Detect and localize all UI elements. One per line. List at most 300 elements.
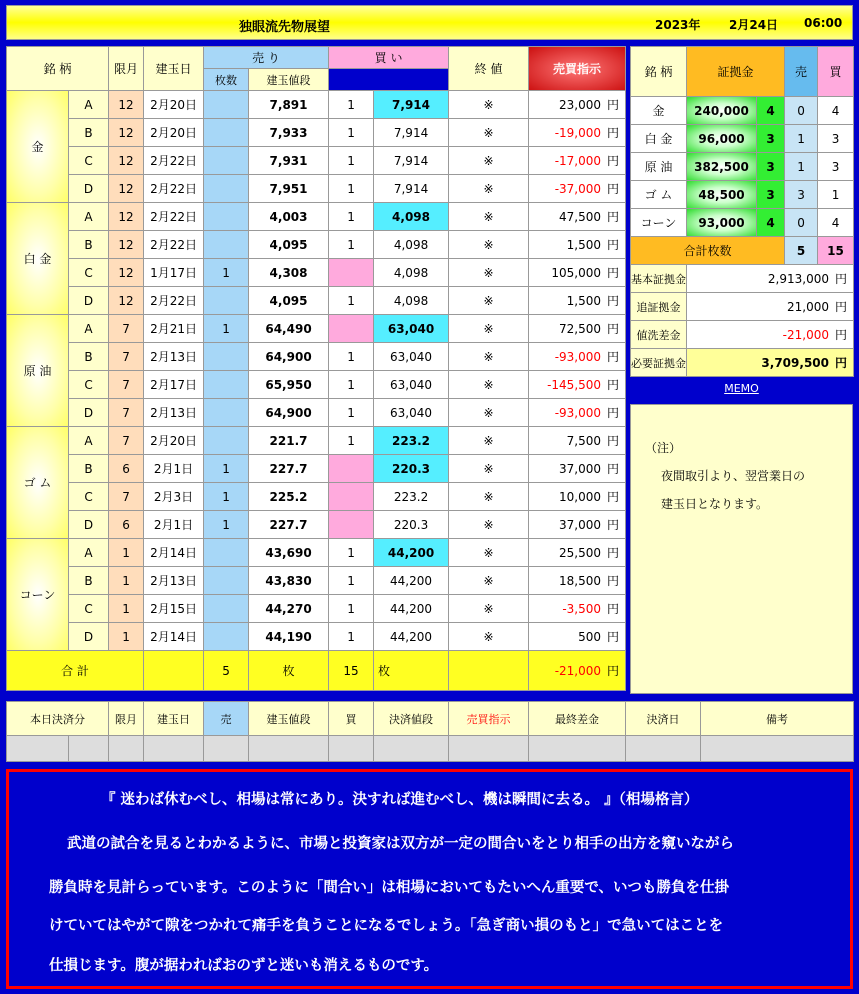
sell-qty <box>204 539 249 567</box>
sell-qty <box>204 595 249 623</box>
memo-line-3: 建玉日となります。 <box>661 497 769 511</box>
open-price: 64,900 <box>249 343 329 371</box>
open-price: 44,270 <box>249 595 329 623</box>
close-price: 4,098 <box>374 287 449 315</box>
time-label: 06:00 <box>804 16 843 30</box>
quote-line-3: 勝負時を見計らっています。このように「間合い」は相場においてもたいへん重要で、いつも勝負を仕掛 <box>49 880 730 896</box>
margin-sell: 3 <box>785 181 818 209</box>
position-letter: D <box>69 623 109 651</box>
sell-qty <box>204 343 249 371</box>
settlement-cell[interactable] <box>69 736 109 762</box>
close-price: 7,914 <box>374 175 449 203</box>
total-buy-qty: 15 <box>329 651 374 691</box>
open-date: 2月22日 <box>144 231 204 259</box>
position-letter: B <box>69 455 109 483</box>
profit-loss <box>529 315 626 343</box>
yen-unit: 円 <box>607 434 620 448</box>
profit-loss-value: -37,000 <box>554 182 602 196</box>
position-row <box>7 231 626 259</box>
sell-qty <box>204 567 249 595</box>
signal-mark: ※ <box>449 539 529 567</box>
signal-mark: ※ <box>449 147 529 175</box>
buy-qty <box>329 315 374 343</box>
close-price: 4,098 <box>374 259 449 287</box>
profit-loss <box>529 539 626 567</box>
settlement-header: 売 <box>204 702 249 736</box>
quote-line-1: 『 迷わば休むべし、相場は常にあり。決すれば進むべし、機は瞬間に去る。 』（相場格言） <box>101 792 699 808</box>
close-price: 7,914 <box>374 147 449 175</box>
profit-loss-value: -93,000 <box>554 350 602 364</box>
summary-row <box>631 265 854 293</box>
contract-month: 1 <box>109 567 144 595</box>
open-date: 2月13日 <box>144 343 204 371</box>
memo-link[interactable]: MEMO <box>630 378 853 400</box>
margin-row <box>631 181 854 209</box>
memo-panel <box>630 404 853 694</box>
commodity-name: 白 金 <box>7 203 69 315</box>
yen-unit: 円 <box>607 294 620 308</box>
summary-row <box>631 293 854 321</box>
header-open-date: 建玉日 <box>144 47 204 91</box>
yen-unit: 円 <box>607 238 620 252</box>
settlement-cell[interactable] <box>449 736 529 762</box>
close-price: 44,200 <box>374 567 449 595</box>
contract-month: 6 <box>109 455 144 483</box>
header-sell-qty: 枚数 <box>204 69 249 91</box>
margin-buy: 1 <box>818 181 854 209</box>
summary-label: 追証拠金 <box>631 293 687 321</box>
profit-loss-value: -145,500 <box>547 378 602 392</box>
settlement-cell[interactable] <box>144 736 204 762</box>
open-date: 2月15日 <box>144 595 204 623</box>
close-price: 7,914 <box>374 119 449 147</box>
settlement-cell[interactable] <box>701 736 854 762</box>
contract-month: 7 <box>109 399 144 427</box>
settlement-cell[interactable] <box>7 736 69 762</box>
contract-month: 12 <box>109 91 144 119</box>
sell-qty <box>204 371 249 399</box>
profit-loss-value: 23,000 <box>559 98 602 112</box>
position-row <box>7 539 626 567</box>
signal-mark: ※ <box>449 595 529 623</box>
settlement-header: 備考 <box>701 702 854 736</box>
sell-qty: 1 <box>204 483 249 511</box>
sell-qty <box>204 399 249 427</box>
settlement-header: 決済値段 <box>374 702 449 736</box>
sell-qty: 1 <box>204 511 249 539</box>
position-row <box>7 315 626 343</box>
sell-qty: 1 <box>204 455 249 483</box>
settlement-cell[interactable] <box>109 736 144 762</box>
sell-qty <box>204 287 249 315</box>
yen-unit: 円 <box>607 322 620 336</box>
position-letter: B <box>69 119 109 147</box>
contract-month: 1 <box>109 539 144 567</box>
title-bar <box>6 5 853 40</box>
buy-qty <box>329 455 374 483</box>
position-letter: D <box>69 175 109 203</box>
margin-commodity: 白 金 <box>631 125 687 153</box>
settlement-cell[interactable] <box>329 736 374 762</box>
buy-qty: 1 <box>329 91 374 119</box>
position-letter: A <box>69 203 109 231</box>
signal-mark: ※ <box>449 315 529 343</box>
position-row <box>7 343 626 371</box>
open-price: 43,690 <box>249 539 329 567</box>
quote-line-5: 仕損じます。腹が据わればおのずと迷いも消えるものです。 <box>49 958 439 974</box>
open-date: 2月20日 <box>144 91 204 119</box>
open-price: 4,095 <box>249 231 329 259</box>
sell-qty <box>204 119 249 147</box>
profit-loss <box>529 287 626 315</box>
sell-qty <box>204 91 249 119</box>
contract-month: 7 <box>109 343 144 371</box>
position-row <box>7 147 626 175</box>
position-row <box>7 455 626 483</box>
open-price: 7,933 <box>249 119 329 147</box>
margin-buy: 3 <box>818 153 854 181</box>
margin-amount: 240,000 <box>687 97 757 125</box>
margin-count: 4 <box>757 209 785 237</box>
margin-count: 3 <box>757 153 785 181</box>
yen-unit: 円 <box>607 154 620 168</box>
total-sell-qty: 5 <box>204 651 249 691</box>
total-sell-unit: 枚 <box>249 651 329 691</box>
header-signal: 売買指示 <box>529 47 626 91</box>
close-price: 63,040 <box>374 399 449 427</box>
profit-loss <box>529 371 626 399</box>
date-label: 2月24日 <box>729 18 779 32</box>
summary-row <box>631 349 854 377</box>
page-title: 独眼流先物展望 <box>239 20 331 35</box>
summary-value <box>687 349 854 377</box>
sell-qty <box>204 203 249 231</box>
header-month: 限月 <box>109 47 144 91</box>
yen-unit: 円 <box>607 630 620 644</box>
buy-qty: 1 <box>329 343 374 371</box>
contract-month: 1 <box>109 595 144 623</box>
margin-row <box>631 125 854 153</box>
close-price: 7,914 <box>374 91 449 119</box>
memo-note: （注） <box>645 441 682 455</box>
yen-unit: 円 <box>607 664 620 678</box>
commodity-name: ゴ ム <box>7 427 69 539</box>
summary-value <box>687 293 854 321</box>
yen-unit: 円 <box>607 490 620 504</box>
signal-mark: ※ <box>449 511 529 539</box>
close-price: 63,040 <box>374 371 449 399</box>
close-price: 44,200 <box>374 539 449 567</box>
profit-loss-value: -17,000 <box>554 154 602 168</box>
profit-loss <box>529 567 626 595</box>
close-price: 223.2 <box>374 483 449 511</box>
summary-label: 値洗差金 <box>631 321 687 349</box>
profit-loss-value: -3,500 <box>562 602 602 616</box>
quote-line-2: 武道の試合を見るとわかるように、市場と投資家は双方が一定の間合いをとり相手の出方を窺いながら <box>67 836 734 852</box>
margin-amount: 93,000 <box>687 209 757 237</box>
position-letter: D <box>69 287 109 315</box>
contract-month: 12 <box>109 231 144 259</box>
quote-line-4: けていてはやがて隙をつかれて痛手を負うことになるでしょう。「急ぎ商い損のもと」で急いてはことを <box>49 918 724 934</box>
signal-mark: ※ <box>449 203 529 231</box>
profit-loss-value: 18,500 <box>559 574 602 588</box>
open-price: 44,190 <box>249 623 329 651</box>
profit-loss <box>529 119 626 147</box>
profit-loss-value: 105,000 <box>551 266 602 280</box>
position-letter: C <box>69 595 109 623</box>
summary-row <box>631 321 854 349</box>
margin-total-row <box>631 237 854 265</box>
position-letter: B <box>69 343 109 371</box>
profit-loss <box>529 511 626 539</box>
open-date: 2月14日 <box>144 539 204 567</box>
total-profit-loss <box>529 651 626 691</box>
open-date: 2月22日 <box>144 287 204 315</box>
buy-qty: 1 <box>329 567 374 595</box>
sell-qty <box>204 147 249 175</box>
position-row <box>7 483 626 511</box>
summary-value <box>687 321 854 349</box>
total-buy-unit: 枚 <box>374 651 449 691</box>
settlement-header: 限月 <box>109 702 144 736</box>
open-price: 227.7 <box>249 455 329 483</box>
yen-unit: 円 <box>607 378 620 392</box>
settlement-header: 売買指示 <box>449 702 529 736</box>
contract-month: 7 <box>109 483 144 511</box>
profit-loss <box>529 91 626 119</box>
profit-loss-value: 47,500 <box>559 210 602 224</box>
position-row <box>7 287 626 315</box>
commodity-name: コーン <box>7 539 69 651</box>
buy-qty: 1 <box>329 287 374 315</box>
margin-total-sell: 5 <box>785 237 818 265</box>
position-letter: C <box>69 371 109 399</box>
open-date: 2月14日 <box>144 623 204 651</box>
header-buy: 買 い <box>329 47 449 69</box>
profit-loss-value: 25,500 <box>559 546 602 560</box>
open-price: 225.2 <box>249 483 329 511</box>
position-row <box>7 259 626 287</box>
position-row <box>7 595 626 623</box>
buy-qty: 1 <box>329 427 374 455</box>
position-row <box>7 203 626 231</box>
contract-month: 1 <box>109 623 144 651</box>
signal-mark: ※ <box>449 427 529 455</box>
profit-loss <box>529 623 626 651</box>
open-price: 7,891 <box>249 91 329 119</box>
total-diff-value: -21,000 <box>554 664 602 678</box>
buy-qty <box>329 259 374 287</box>
summary-amount: -21,000 <box>782 328 829 342</box>
position-letter: D <box>69 399 109 427</box>
buy-qty: 1 <box>329 539 374 567</box>
margin-header-name: 銘 柄 <box>631 47 687 97</box>
close-price: 4,098 <box>374 231 449 259</box>
position-letter: B <box>69 567 109 595</box>
open-price: 4,308 <box>249 259 329 287</box>
margin-total-buy: 15 <box>818 237 854 265</box>
settlement-header: 本日決済分 <box>7 702 109 736</box>
signal-mark: ※ <box>449 567 529 595</box>
header-close: 終 値 <box>449 47 529 91</box>
positions-table <box>6 46 626 691</box>
open-price: 43,830 <box>249 567 329 595</box>
settlement-table <box>6 701 854 762</box>
settlement-cell[interactable] <box>204 736 249 762</box>
yen-unit: 円 <box>607 210 620 224</box>
profit-loss-value: 7,500 <box>566 434 602 448</box>
margin-commodity: 原 油 <box>631 153 687 181</box>
profit-loss <box>529 343 626 371</box>
position-letter: C <box>69 147 109 175</box>
contract-month: 7 <box>109 427 144 455</box>
open-date: 2月3日 <box>144 483 204 511</box>
open-price: 64,490 <box>249 315 329 343</box>
open-price: 7,931 <box>249 147 329 175</box>
open-date: 2月1日 <box>144 511 204 539</box>
settlement-cell[interactable] <box>249 736 329 762</box>
signal-mark: ※ <box>449 119 529 147</box>
position-letter: A <box>69 427 109 455</box>
contract-month: 12 <box>109 287 144 315</box>
profit-loss <box>529 203 626 231</box>
position-row <box>7 623 626 651</box>
summary-amount: 21,000 <box>787 300 829 314</box>
margin-amount: 382,500 <box>687 153 757 181</box>
margin-sell: 1 <box>785 125 818 153</box>
yen-unit: 円 <box>607 602 620 616</box>
yen-unit: 円 <box>607 462 620 476</box>
summary-amount: 3,709,500 <box>761 356 829 370</box>
margin-buy: 4 <box>818 97 854 125</box>
contract-month: 12 <box>109 203 144 231</box>
position-letter: D <box>69 511 109 539</box>
quote-panel <box>6 769 853 989</box>
buy-qty: 1 <box>329 595 374 623</box>
margin-count: 3 <box>757 181 785 209</box>
margin-amount: 48,500 <box>687 181 757 209</box>
margin-row <box>631 153 854 181</box>
close-price: 44,200 <box>374 595 449 623</box>
margin-amount: 96,000 <box>687 125 757 153</box>
signal-mark: ※ <box>449 259 529 287</box>
settlement-header: 建玉値段 <box>249 702 329 736</box>
signal-mark: ※ <box>449 483 529 511</box>
buy-qty: 1 <box>329 231 374 259</box>
margin-sell: 0 <box>785 209 818 237</box>
summary-amount: 2,913,000 <box>767 272 829 286</box>
close-price: 220.3 <box>374 511 449 539</box>
position-row <box>7 511 626 539</box>
open-date: 2月22日 <box>144 175 204 203</box>
summary-label: 必要証拠金 <box>631 349 687 377</box>
position-row <box>7 119 626 147</box>
profit-loss <box>529 427 626 455</box>
contract-month: 12 <box>109 175 144 203</box>
signal-mark: ※ <box>449 343 529 371</box>
margin-count: 4 <box>757 97 785 125</box>
profit-loss-value: 500 <box>578 630 602 644</box>
profit-loss-value: 37,000 <box>559 518 602 532</box>
signal-mark: ※ <box>449 455 529 483</box>
buy-qty: 1 <box>329 203 374 231</box>
margin-buy: 3 <box>818 125 854 153</box>
contract-month: 7 <box>109 315 144 343</box>
settlement-cell[interactable] <box>374 736 449 762</box>
close-price: 63,040 <box>374 315 449 343</box>
position-row <box>7 91 626 119</box>
profit-loss <box>529 147 626 175</box>
profit-loss-value: 1,500 <box>566 294 602 308</box>
yen-unit: 円 <box>607 518 620 532</box>
commodity-name: 原 油 <box>7 315 69 427</box>
open-price: 64,900 <box>249 399 329 427</box>
buy-qty <box>329 483 374 511</box>
settlement-cell[interactable] <box>626 736 701 762</box>
buy-qty: 1 <box>329 623 374 651</box>
profit-loss-value: -93,000 <box>554 406 602 420</box>
position-letter: B <box>69 231 109 259</box>
open-price: 4,003 <box>249 203 329 231</box>
commodity-name: 金 <box>7 91 69 203</box>
profit-loss <box>529 259 626 287</box>
signal-mark: ※ <box>449 623 529 651</box>
open-price: 65,950 <box>249 371 329 399</box>
settlement-empty-row <box>7 736 854 762</box>
margin-commodity: 金 <box>631 97 687 125</box>
profit-loss <box>529 455 626 483</box>
total-spacer <box>144 651 204 691</box>
settlement-header-row <box>7 702 854 736</box>
open-date: 2月13日 <box>144 399 204 427</box>
position-letter: C <box>69 259 109 287</box>
summary-value <box>687 265 854 293</box>
header-open-price: 建玉値段 <box>249 69 329 91</box>
settlement-cell[interactable] <box>529 736 626 762</box>
margin-sell: 0 <box>785 97 818 125</box>
position-row <box>7 371 626 399</box>
open-price: 7,951 <box>249 175 329 203</box>
margin-sell: 1 <box>785 153 818 181</box>
margin-commodity: コーン <box>631 209 687 237</box>
margin-table <box>630 46 854 377</box>
total-row <box>7 651 626 691</box>
settlement-header: 買 <box>329 702 374 736</box>
header-sell: 売 り <box>204 47 329 69</box>
signal-mark: ※ <box>449 231 529 259</box>
open-date: 2月21日 <box>144 315 204 343</box>
yen-unit: 円 <box>607 98 620 112</box>
yen-unit: 円 <box>607 126 620 140</box>
profit-loss <box>529 175 626 203</box>
total-label: 合 計 <box>7 651 144 691</box>
position-row <box>7 567 626 595</box>
yen-unit: 円 <box>607 574 620 588</box>
open-price: 221.7 <box>249 427 329 455</box>
open-price: 227.7 <box>249 511 329 539</box>
margin-row <box>631 209 854 237</box>
profit-loss <box>529 595 626 623</box>
profit-loss <box>529 483 626 511</box>
sell-qty <box>204 175 249 203</box>
close-price: 220.3 <box>374 455 449 483</box>
profit-loss-value: -19,000 <box>554 126 602 140</box>
buy-qty: 1 <box>329 119 374 147</box>
position-row <box>7 399 626 427</box>
position-letter: A <box>69 315 109 343</box>
open-date: 2月20日 <box>144 427 204 455</box>
profit-loss-value: 72,500 <box>559 322 602 336</box>
